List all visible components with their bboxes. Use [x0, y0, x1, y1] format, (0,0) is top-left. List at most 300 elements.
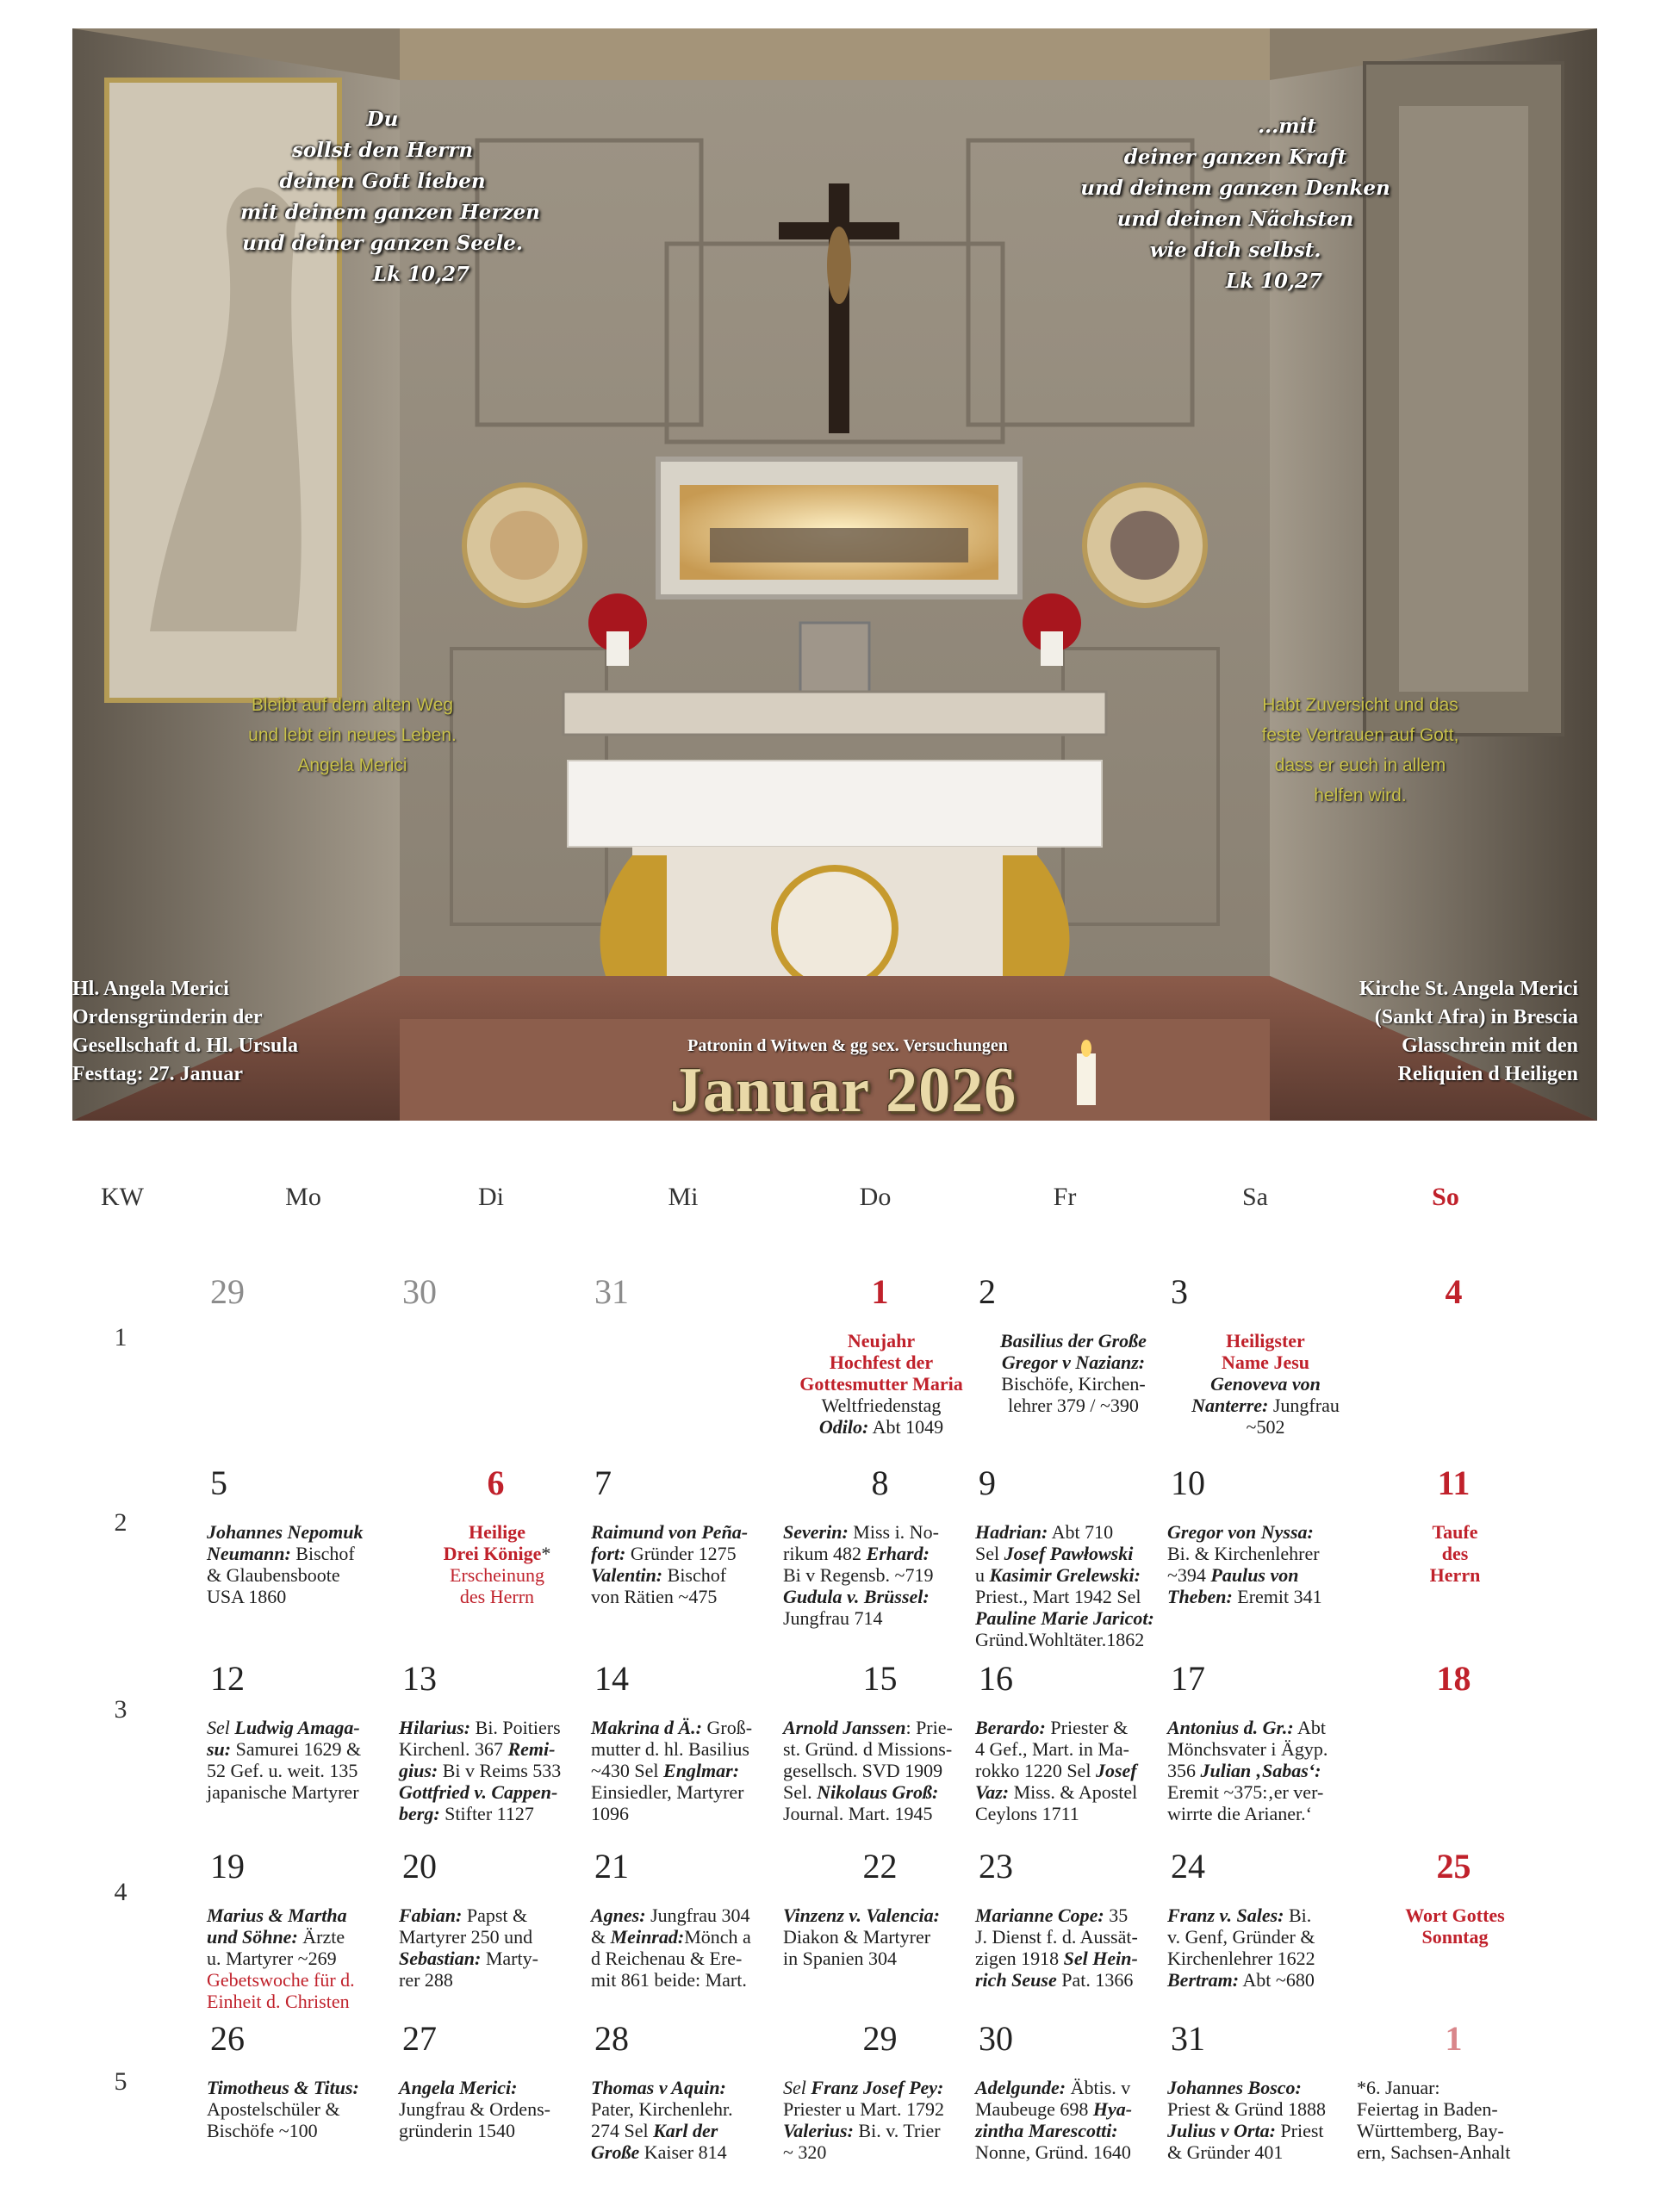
- entry-text: Theben:: [1167, 1586, 1233, 1607]
- weekday-header-mo: Mo: [285, 1183, 321, 1211]
- entry-line: [783, 2120, 979, 2141]
- entry-text: Julius v Orta:: [1167, 2120, 1276, 2141]
- entry-text: Bi v Regensb. ~719: [783, 1564, 934, 1586]
- entry-line: [591, 1564, 787, 1586]
- entry-line: [783, 1948, 979, 1969]
- entry-text: Einheit d. Christen: [207, 1991, 350, 2012]
- entry-text: mit 861 beide: Mart.: [591, 1969, 747, 1991]
- entry-text: Gottesmutter Maria: [799, 1373, 963, 1395]
- week-number: 4: [114, 1878, 127, 1906]
- entry-text: Priest: [1275, 2120, 1324, 2141]
- entry-line: [207, 1991, 403, 2012]
- entry-line: [975, 1607, 1172, 1629]
- entry-line: [591, 2120, 787, 2141]
- entry-text: ~ 320: [783, 2141, 827, 2163]
- entry-text: Jungfrau & Ordens-: [399, 2098, 550, 2120]
- entry-text: v. Genf, Gründer &: [1167, 1926, 1315, 1948]
- day-number: 22: [862, 1847, 898, 1886]
- entry-line: [975, 1781, 1172, 1803]
- entry-text: Jungfrau 304: [645, 1904, 750, 1926]
- entry-text: Priester &: [1045, 1717, 1129, 1738]
- entry-line: [591, 1717, 787, 1738]
- day-number: 5: [210, 1463, 227, 1502]
- entry-text: Gudula v. Brüssel:: [783, 1586, 930, 1607]
- entry-text: Gregor v Nazianz:: [1001, 1351, 1146, 1373]
- day-number: 12: [210, 1659, 245, 1698]
- day-number: 8: [871, 1463, 889, 1502]
- day-number: 18: [1436, 1659, 1471, 1698]
- entry-line: [1357, 2098, 1553, 2120]
- day-number: 24: [1171, 1847, 1205, 1886]
- entry-line: [399, 2077, 595, 2098]
- day-entry: [975, 1330, 1172, 1416]
- entry-text: Taufe: [1432, 1521, 1478, 1543]
- entry-text: Äbtis. v: [1066, 2077, 1131, 2098]
- day-number: 1: [1445, 2019, 1463, 2058]
- entry-text: Bi.: [1284, 1904, 1312, 1926]
- entry-line: [399, 1521, 595, 1543]
- entry-line: [783, 1904, 979, 1926]
- entry-text: USA 1860: [207, 1586, 287, 1607]
- entry-text: 356: [1167, 1760, 1201, 1781]
- entry-text: Vinzenz v. Valencia:: [783, 1904, 940, 1926]
- entry-text: ~502: [1246, 1416, 1285, 1438]
- weekday-header-do: Do: [859, 1183, 892, 1211]
- day-entry: [1357, 2077, 1553, 2163]
- entry-line: [783, 1781, 979, 1803]
- day-entry: [975, 1521, 1172, 1650]
- day-entry: [399, 2077, 595, 2141]
- entry-line: [207, 1564, 403, 1586]
- weekday-header-fr: Fr: [1053, 1183, 1077, 1211]
- entry-line: [591, 1760, 787, 1781]
- entry-line: [1357, 1543, 1553, 1564]
- church-caption: Kirche St. Angela Merici (Sankt Afra) in Brescia Glasschrein mit den Reliquien d Heiligen: [1359, 978, 1578, 1085]
- entry-line: [591, 1969, 787, 1991]
- entry-line: [1167, 1351, 1364, 1373]
- month-title: Januar 2026: [669, 1055, 1017, 1121]
- entry-text: *6. Januar:: [1357, 2077, 1440, 2098]
- entry-text: Odilo:: [818, 1416, 869, 1438]
- entry-line: [783, 1564, 979, 1586]
- entry-text: Nikolaus Groß:: [817, 1781, 939, 1803]
- entry-text: Württemberg, Bay-: [1357, 2120, 1504, 2141]
- day-number: 31: [1171, 2019, 1205, 2058]
- entry-line: [399, 1948, 595, 1969]
- entry-text: gründerin 1540: [399, 2120, 516, 2141]
- entry-text: Ceylons 1711: [975, 1803, 1079, 1824]
- entry-text: Bi. v. Trier: [853, 2120, 941, 2141]
- entry-text: Stifter 1127: [439, 1803, 534, 1824]
- entry-line: [591, 1521, 787, 1543]
- entry-line: [1167, 1904, 1364, 1926]
- entry-text: Bi. & Kirchenlehrer: [1167, 1543, 1320, 1564]
- entry-text: Abt ~680: [1239, 1969, 1315, 1991]
- entry-text: Valentin:: [591, 1564, 663, 1586]
- entry-text: berg:: [399, 1803, 440, 1824]
- entry-line: [207, 1969, 403, 1991]
- entry-line: [1167, 1948, 1364, 1969]
- scripture-quote-right: ...mit deiner ganzen Kraft und deinem ganzen Denken und deinen Nächsten wie dich selbst. Lk 10,27: [1080, 115, 1390, 293]
- entry-text: Josef Pawłowski: [1004, 1543, 1134, 1564]
- entry-text: Bischöfe ~100: [207, 2120, 318, 2141]
- entry-line: [399, 1969, 595, 1991]
- entry-text: Gebetswoche für d.: [207, 1969, 355, 1991]
- entry-line: [1167, 1521, 1364, 1543]
- entry-text: Pauline Marie Jaricot:: [975, 1607, 1154, 1629]
- entry-line: [207, 2120, 403, 2141]
- entry-line: [783, 1586, 979, 1607]
- entry-text: Neujahr: [847, 1330, 916, 1351]
- entry-line: [1167, 2077, 1364, 2098]
- entry-text: Karl der: [653, 2120, 718, 2141]
- day-entry: [207, 1717, 403, 1803]
- merici-quote-right: Habt Zuversicht und das feste Vertrauen auf Gott, dass er euch in allem helfen wird.: [1261, 695, 1459, 805]
- day-entry: [591, 2077, 787, 2163]
- entry-text: & Glaubensboote: [207, 1564, 340, 1586]
- patron-note: Patronin d Witwen & gg sex. Versuchungen: [687, 1036, 1008, 1055]
- entry-line: [783, 2077, 979, 2098]
- entry-text: Priester u Mart. 1792: [783, 2098, 944, 2120]
- day-entry: [783, 1717, 979, 1824]
- entry-line: [399, 1738, 595, 1760]
- entry-text: wirrte die Arianer.‘: [1167, 1803, 1312, 1824]
- entry-text: Einsiedler, Martyrer: [591, 1781, 744, 1803]
- entry-line: [399, 1926, 595, 1948]
- entry-text: in Spanien 304: [783, 1948, 897, 1969]
- entry-text: Sel: [783, 2077, 811, 2098]
- entry-line: [783, 1760, 979, 1781]
- entry-line: [975, 1760, 1172, 1781]
- entry-text: Julian ‚Sabas‘:: [1200, 1760, 1321, 1781]
- entry-text: st. Gründ. d Missions-: [783, 1738, 953, 1760]
- week-number: 2: [114, 1508, 127, 1537]
- entry-line: [591, 1738, 787, 1760]
- day-entry: [783, 2077, 979, 2163]
- entry-line: [591, 1543, 787, 1564]
- entry-line: [399, 1717, 595, 1738]
- day-number: 2: [979, 1272, 996, 1311]
- entry-text: & Gründer 401: [1167, 2141, 1284, 2163]
- entry-line: [591, 1803, 787, 1824]
- weekday-header-mi: Mi: [668, 1183, 699, 1211]
- entry-text: fort:: [591, 1543, 626, 1564]
- entry-text: Agnes:: [591, 1904, 646, 1926]
- entry-line: [783, 1416, 979, 1438]
- entry-line: [975, 1586, 1172, 1607]
- entry-line: [783, 2141, 979, 2163]
- day-number: 21: [594, 1847, 629, 1886]
- entry-text: Jungfrau: [1268, 1395, 1340, 1416]
- entry-text: Basilius der Große: [1000, 1330, 1147, 1351]
- day-number: 26: [210, 2019, 245, 2058]
- entry-text: lehrer 379 / ~390: [1008, 1395, 1139, 1416]
- entry-text: Marianne Cope:: [975, 1904, 1104, 1926]
- entry-line: [399, 1781, 595, 1803]
- entry-text: Bi v Reims 533: [438, 1760, 562, 1781]
- entry-line: [975, 2077, 1172, 2098]
- entry-text: des: [1441, 1543, 1469, 1564]
- entry-text: Hadrian:: [975, 1521, 1048, 1543]
- entry-line: [1167, 1803, 1364, 1824]
- day-entry: [591, 1521, 787, 1607]
- day-number: 28: [594, 2019, 629, 2058]
- entry-text: gesellsch. SVD 1909: [783, 1760, 943, 1781]
- day-entry: [207, 2077, 403, 2141]
- entry-line: [1167, 1395, 1364, 1416]
- entry-line: [1167, 1416, 1364, 1438]
- entry-line: [1167, 2098, 1364, 2120]
- entry-line: [975, 1629, 1172, 1650]
- entry-text: Marty-: [481, 1948, 538, 1969]
- day-number: 1: [871, 1272, 889, 1311]
- weekday-header-sa: Sa: [1242, 1183, 1268, 1211]
- entry-text: Erscheinung: [450, 1564, 544, 1586]
- entry-text: Heiligster: [1226, 1330, 1305, 1351]
- day-entry: [399, 1904, 595, 1991]
- entry-text: Eremit ~375:‚er ver-: [1167, 1781, 1324, 1803]
- entry-text: Herrn: [1429, 1564, 1481, 1586]
- entry-text: ~430 Sel: [591, 1760, 664, 1781]
- entry-line: [591, 1781, 787, 1803]
- day-number: 10: [1171, 1463, 1205, 1502]
- entry-line: [399, 1760, 595, 1781]
- entry-text: Samurei 1629 &: [231, 1738, 362, 1760]
- entry-line: [591, 1948, 787, 1969]
- entry-text: Marius & Martha: [207, 1904, 347, 1926]
- month-calendar: [0, 1120, 1654, 2212]
- entry-line: [1357, 2141, 1553, 2163]
- entry-text: Bi. Poitiers: [470, 1717, 561, 1738]
- day-number: 9: [979, 1463, 996, 1502]
- entry-line: [783, 1543, 979, 1564]
- entry-text: Antonius d. Gr.:: [1167, 1717, 1294, 1738]
- entry-text: Bischof: [290, 1543, 355, 1564]
- entry-text: &: [591, 1926, 611, 1948]
- entry-line: [1357, 2077, 1553, 2098]
- day-entry: [1357, 1521, 1553, 1586]
- entry-text: 52 Gef. u. weit. 135: [207, 1760, 358, 1781]
- entry-text: Franz v. Sales:: [1167, 1904, 1284, 1926]
- entry-text: Hya-: [1092, 2098, 1133, 2120]
- entry-text: rokko 1220 Sel: [975, 1760, 1096, 1781]
- entry-text: Nonne, Gründ. 1640: [975, 2141, 1131, 2163]
- entry-line: [399, 2098, 595, 2120]
- entry-text: Vaz:: [975, 1781, 1010, 1803]
- day-entry: [975, 1904, 1172, 1991]
- entry-line: [975, 1926, 1172, 1948]
- entry-text: d Reichenau & Ere-: [591, 1948, 743, 1969]
- entry-text: Apostelschüler &: [207, 2098, 340, 2120]
- entry-line: [207, 1781, 403, 1803]
- entry-text: Abt 710: [1048, 1521, 1114, 1543]
- entry-text: Maubeuge 698: [975, 2098, 1093, 2120]
- entry-text: Weltfriedenstag: [821, 1395, 942, 1416]
- day-number: 7: [594, 1463, 612, 1502]
- entry-text: Johannes Bosco:: [1167, 2077, 1302, 2098]
- entry-text: Bischof: [662, 1564, 727, 1586]
- entry-line: [975, 2098, 1172, 2120]
- entry-text: ~394: [1167, 1564, 1211, 1586]
- week-number: 1: [114, 1323, 127, 1351]
- entry-text: Genoveva von: [1210, 1373, 1321, 1395]
- entry-text: Franz Josef Pey:: [811, 2077, 944, 2098]
- entry-text: Josef: [1095, 1760, 1137, 1781]
- entry-text: zintha Marescotti:: [975, 2120, 1118, 2141]
- merici-quote-left: Bleibt auf dem alten Weg und lebt ein neues Leben. Angela Merici: [248, 695, 457, 775]
- entry-text: des Herrn: [459, 1586, 535, 1607]
- day-number: 14: [594, 1659, 629, 1698]
- day-number: 31: [594, 1272, 629, 1311]
- entry-text: u: [975, 1564, 990, 1586]
- day-entry: [591, 1717, 787, 1824]
- entry-text: Eremit 341: [1232, 1586, 1322, 1607]
- day-number: 25: [1436, 1847, 1471, 1886]
- header-photo: [72, 28, 1597, 1121]
- entry-text: Hilarius:: [399, 1717, 471, 1738]
- entry-text: Severin:: [783, 1521, 849, 1543]
- entry-text: Groß-: [701, 1717, 753, 1738]
- entry-text: Ärzte: [297, 1926, 345, 1948]
- weekday-header-kw: KW: [101, 1183, 144, 1211]
- day-entry: [591, 1904, 787, 1991]
- day-entry: [1167, 1904, 1364, 1991]
- entry-line: [207, 1521, 403, 1543]
- entry-text: Gregor von Nyssa:: [1167, 1521, 1314, 1543]
- entry-line: [975, 1543, 1172, 1564]
- entry-line: [207, 2077, 403, 2098]
- entry-line: [591, 2141, 787, 2163]
- entry-text: Erhard:: [866, 1543, 930, 1564]
- entry-text: Sel: [975, 1543, 1004, 1564]
- entry-text: 35: [1104, 1904, 1129, 1926]
- entry-line: [399, 1803, 595, 1824]
- entry-line: [783, 1803, 979, 1824]
- entry-line: [783, 1717, 979, 1738]
- entry-text: 1096: [591, 1803, 629, 1824]
- entry-text: : Prie-: [905, 1717, 953, 1738]
- week-number: 5: [114, 2067, 127, 2096]
- entry-text: Neumann:: [207, 1543, 291, 1564]
- entry-text: Sel Hein-: [1063, 1948, 1138, 1969]
- entry-line: [975, 1803, 1172, 1824]
- entry-text: Bertram:: [1167, 1969, 1240, 1991]
- week-number: 3: [114, 1695, 127, 1724]
- entry-line: [783, 2098, 979, 2120]
- entry-text: rer 288: [399, 1969, 453, 1991]
- entry-text: J. Dienst f. d. Aussät-: [975, 1926, 1138, 1948]
- entry-text: Sel: [207, 1717, 235, 1738]
- entry-line: [975, 1351, 1172, 1373]
- day-number: 27: [402, 2019, 437, 2058]
- entry-text: Diakon & Martyrer: [783, 1926, 931, 1948]
- entry-line: [591, 2077, 787, 2098]
- day-number: 6: [487, 1463, 505, 1502]
- entry-line: [783, 1373, 979, 1395]
- entry-line: [1167, 1586, 1364, 1607]
- entry-text: Makrina d Ä.:: [591, 1717, 702, 1738]
- entry-text: 274 Sel: [591, 2120, 654, 2141]
- entry-text: Abt 1049: [868, 1416, 944, 1438]
- entry-line: [591, 2098, 787, 2120]
- entry-line: [1167, 1926, 1364, 1948]
- entry-text: Raimund von Peña-: [591, 1521, 749, 1543]
- entry-line: [975, 1969, 1172, 1991]
- entry-text: Thomas v Aquin:: [591, 2077, 726, 2098]
- day-entry: [399, 1521, 595, 1607]
- entry-line: [975, 1904, 1172, 1926]
- entry-line: [1167, 1543, 1364, 1564]
- entry-text: Valerius:: [783, 2120, 854, 2141]
- entry-line: [1167, 1781, 1364, 1803]
- entry-text: Feiertag in Baden-: [1357, 2098, 1498, 2120]
- entry-line: [1357, 2120, 1553, 2141]
- entry-text: Wort Gottes: [1405, 1904, 1505, 1926]
- day-number: 23: [979, 1847, 1013, 1886]
- entry-text: Arnold Janssen: [783, 1717, 906, 1738]
- entry-text: Name Jesu: [1221, 1351, 1310, 1373]
- day-entry: [1167, 1717, 1364, 1824]
- entry-text: von Rätien ~475: [591, 1586, 718, 1607]
- entry-text: Papst &: [462, 1904, 528, 1926]
- entry-text: Heilige: [469, 1521, 525, 1543]
- entry-text: Drei Könige: [443, 1543, 542, 1564]
- day-number: 29: [862, 2019, 898, 2058]
- entry-line: [207, 1926, 403, 1948]
- entry-text: Sonntag: [1421, 1926, 1489, 1948]
- entry-text: Angela Merici:: [399, 2077, 518, 2098]
- entry-line: [1167, 2120, 1364, 2141]
- entry-text: Mönch a: [684, 1926, 751, 1948]
- entry-text: Abt: [1293, 1717, 1327, 1738]
- day-number: 20: [402, 1847, 437, 1886]
- entry-line: [207, 1543, 403, 1564]
- entry-text: 4 Gef., Mart. in Ma-: [975, 1738, 1130, 1760]
- entry-line: [207, 1738, 403, 1760]
- entry-line: [783, 1330, 979, 1351]
- entry-text: und Söhne:: [207, 1926, 298, 1948]
- day-number: 19: [210, 1847, 245, 1886]
- entry-line: [399, 1904, 595, 1926]
- entry-text: Nanterre:: [1191, 1395, 1269, 1416]
- entry-line: [1167, 1760, 1364, 1781]
- entry-line: [975, 1738, 1172, 1760]
- entry-line: [207, 1760, 403, 1781]
- entry-line: [591, 1904, 787, 1926]
- entry-line: [975, 1948, 1172, 1969]
- entry-text: Paulus von: [1210, 1564, 1299, 1586]
- entry-text: Berardo:: [975, 1717, 1046, 1738]
- entry-line: [591, 1926, 787, 1948]
- entry-text: Kirchenlehrer 1622: [1167, 1948, 1315, 1969]
- entry-text: *: [541, 1543, 551, 1564]
- entry-line: [1167, 1738, 1364, 1760]
- day-number: 30: [979, 2019, 1013, 2058]
- entry-text: Priest & Gründ 1888: [1167, 2098, 1326, 2120]
- entry-line: [207, 2098, 403, 2120]
- entry-line: [783, 1351, 979, 1373]
- day-entry: [207, 1904, 403, 2012]
- entry-line: [1167, 1373, 1364, 1395]
- entry-line: [207, 1948, 403, 1969]
- entry-text: Gründer 1275: [625, 1543, 737, 1564]
- entry-line: [399, 2120, 595, 2141]
- entry-line: [975, 1564, 1172, 1586]
- entry-line: [975, 1521, 1172, 1543]
- entry-text: Timotheus & Titus:: [207, 2077, 359, 2098]
- entry-line: [591, 1586, 787, 1607]
- day-entry: [783, 1330, 979, 1438]
